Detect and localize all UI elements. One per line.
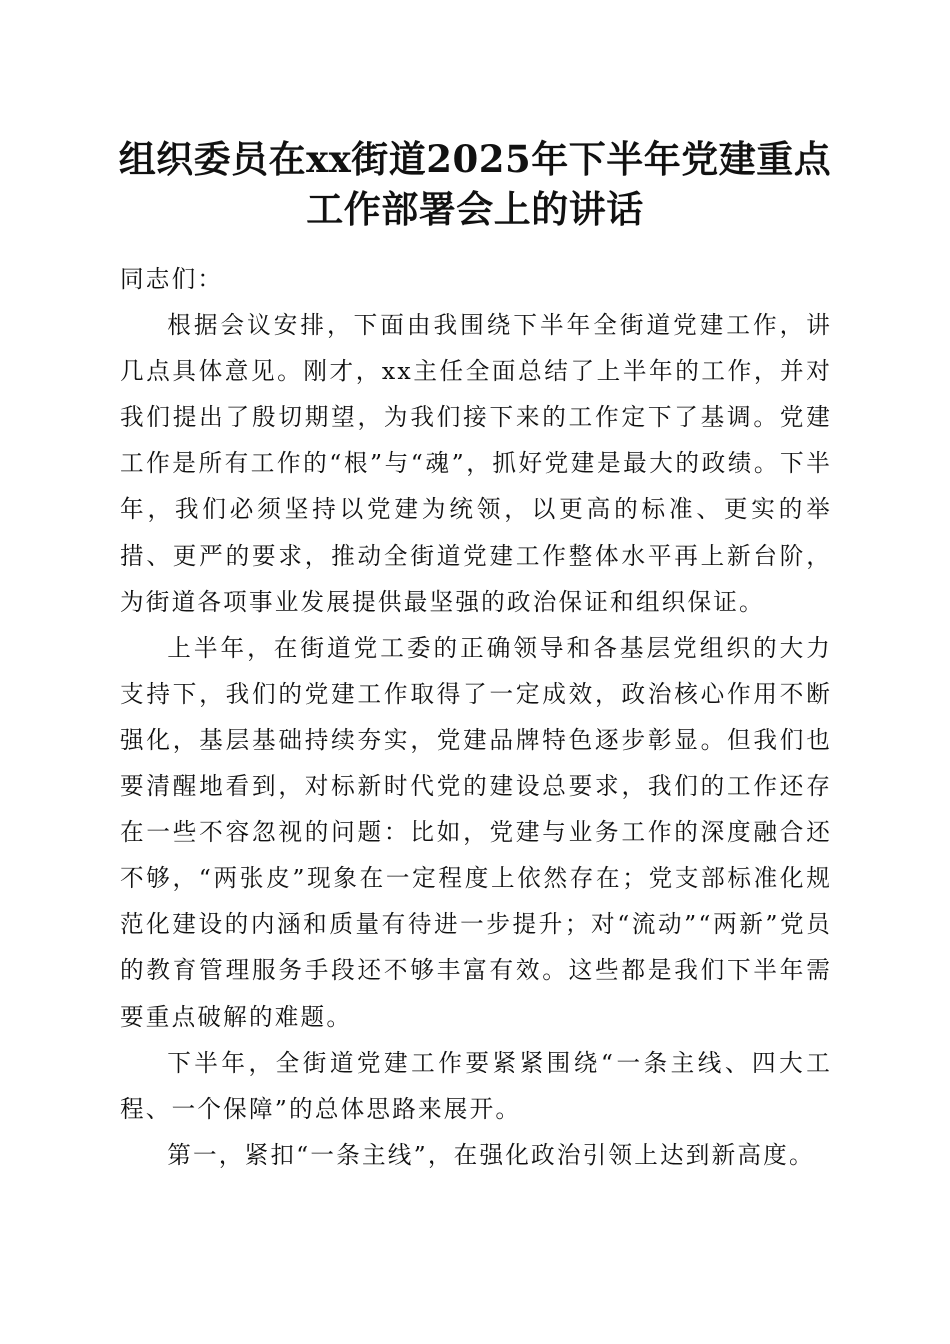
document-title: 组织委员在xx街道2025年下半年党建重点工作部署会上的讲话 (118, 137, 832, 231)
paragraph-4: 第一，紧扣“一条主线”，在强化政治引领上达到新高度。 (167, 1140, 815, 1169)
salutation: 同志们： (120, 265, 224, 293)
document-body (120, 256, 832, 1178)
paragraph-2: 上半年，在街道党工委的正确领导和各基层党组织的大力支持下，我们的党建工作取得了一定成效，政治核心作用不断强化，基层基础持续夯实，党建品牌特色逐步彰显。但我们也要清醒地看到，对标新时代党的建设总要求，我们的工作还存在一些不容忽视的问题：比如，党建与业务工作的深度融合还不够，“两张皮”现象在一定程度上依然存在；党支部标准化规范化建设的内涵和质量有待进一步提升；对“流动”“两新”党员的教育管理服务手段还不够丰富有效。这些都是我们下半年需要重点破解的难题。 (120, 633, 832, 1031)
paragraph-3: 下半年，全街道党建工作要紧紧围绕“一条主线、四大工程、一个保障”的总体思路来展开。 (120, 1048, 832, 1123)
paragraph-1: 根据会议安排，下面由我围绕下半年全街道党建工作，讲几点具体意见。刚才，xx主任全面总结了上半年的工作，并对我们提出了殷切期望，为我们接下来的工作定下了基调。党建工作是所有工作的“根”与“魂”，抓好党建是最大的政绩。下半年，我们必须坚持以党建为统领，以更高的标准、更实的举措、更严的要求，推动全街道党建工作整体水平再上新台阶，为街道各项事业发展提供最坚强的政治保证和组织保证。 (120, 311, 832, 616)
